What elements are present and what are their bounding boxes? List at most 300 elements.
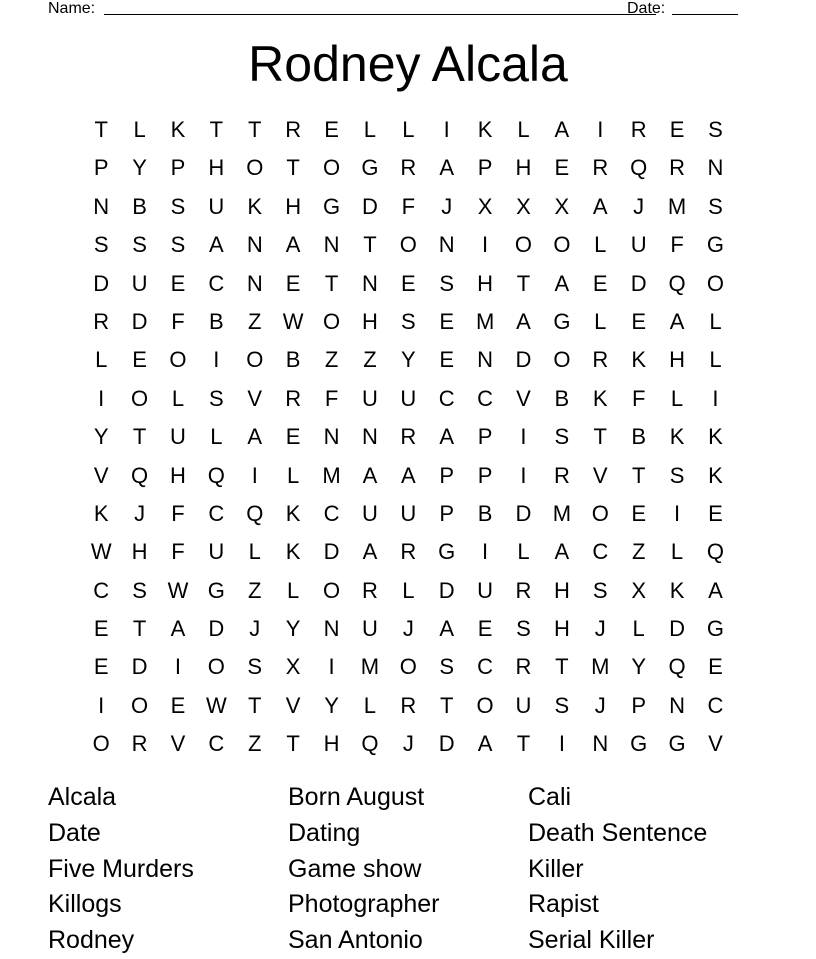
grid-letter: G xyxy=(438,539,456,565)
grid-letter: W xyxy=(282,308,304,334)
grid-letter: M xyxy=(475,308,495,334)
grid-letter: U xyxy=(400,500,417,526)
grid-letter: J xyxy=(633,193,645,219)
grid-letter: A xyxy=(477,731,493,757)
grid-letter: K xyxy=(247,193,263,219)
letter-grid xyxy=(82,111,736,764)
grid-letter: Q xyxy=(131,462,149,488)
grid-letter: L xyxy=(402,577,415,603)
grid-letter: E xyxy=(631,500,646,526)
grid-row xyxy=(82,495,736,533)
grid-letter: K xyxy=(669,577,685,603)
grid-letter: R xyxy=(400,424,417,450)
grid-letter: U xyxy=(208,539,225,565)
grid-letter: Z xyxy=(631,539,646,565)
grid-letter: D xyxy=(93,270,110,296)
grid-letter: A xyxy=(247,424,263,450)
grid-letter: P xyxy=(439,500,455,526)
grid-letter: T xyxy=(439,692,454,718)
grid-letter: G xyxy=(553,308,571,334)
grid-letter: O xyxy=(399,232,417,258)
grid-letter: M xyxy=(322,462,341,488)
grid-letter: E xyxy=(285,270,301,296)
grid-letter: S xyxy=(439,270,455,296)
grid-row xyxy=(82,265,736,303)
grid-row xyxy=(82,226,736,264)
grid-letter: T xyxy=(132,424,147,450)
grid-letter: Y xyxy=(631,654,646,680)
grid-letter: O xyxy=(514,232,533,258)
grid-letter: T xyxy=(209,117,224,142)
grid-letter: M xyxy=(667,193,687,219)
grid-letter: A xyxy=(516,308,531,334)
grid-letter: O xyxy=(131,385,149,411)
grid-letter: H xyxy=(515,155,532,181)
grid-letter: S xyxy=(132,232,147,258)
grid-letter: H xyxy=(361,308,378,334)
grid-letter: K xyxy=(285,539,301,565)
grid-letter: R xyxy=(285,385,302,411)
grid-letter: R xyxy=(592,155,609,181)
grid-letter: N xyxy=(93,193,110,219)
grid-letter: J xyxy=(402,731,414,757)
grid-letter: Q xyxy=(706,539,724,565)
grid-letter: B xyxy=(477,500,493,526)
grid-letter: G xyxy=(322,193,341,219)
grid-letter: N xyxy=(592,731,609,757)
grid-letter: L xyxy=(632,616,645,642)
grid-letter: S xyxy=(170,232,186,258)
grid-letter: G xyxy=(361,155,379,181)
grid-letter: S xyxy=(554,692,570,718)
grid-letter: O xyxy=(591,500,609,526)
grid-letter: S xyxy=(554,424,570,450)
grid-letter: P xyxy=(170,155,186,181)
grid-row xyxy=(82,457,736,495)
grid-letter: L xyxy=(670,385,684,411)
grid-letter: O xyxy=(553,347,571,373)
grid-row xyxy=(82,380,736,418)
grid-letter: A xyxy=(362,462,378,488)
grid-row xyxy=(82,418,736,456)
grid-letter: A xyxy=(592,193,608,219)
grid-letter: P xyxy=(631,692,646,718)
grid-letter: I xyxy=(98,692,105,718)
grid-letter: F xyxy=(171,539,185,565)
grid-letter: S xyxy=(516,616,531,642)
grid-row xyxy=(82,533,736,571)
grid-letter: A xyxy=(362,539,378,565)
grid-letter: F xyxy=(670,232,684,258)
grid-letter: C xyxy=(323,500,340,526)
grid-letter: L xyxy=(133,117,146,142)
grid-letter: Y xyxy=(132,155,147,181)
grid-letter: J xyxy=(441,193,453,219)
page-title: Rodney Alcala xyxy=(248,36,568,92)
word-item: Alcala xyxy=(48,783,117,811)
grid-letter: M xyxy=(591,654,610,680)
grid-letter: I xyxy=(251,462,258,488)
grid-letter: R xyxy=(592,347,609,373)
grid-letter: L xyxy=(670,539,684,565)
grid-letter: O xyxy=(706,270,724,296)
grid-letter: R xyxy=(630,117,647,142)
grid-row xyxy=(82,687,736,725)
grid-letter: X xyxy=(285,654,301,680)
grid-letter: I xyxy=(520,424,527,450)
grid-letter: E xyxy=(400,270,416,296)
grid-letter: M xyxy=(360,654,380,680)
grid-letter: Z xyxy=(248,308,262,334)
grid-letter: W xyxy=(167,577,189,603)
grid-letter: E xyxy=(439,308,455,334)
word-row xyxy=(48,780,768,816)
grid-letter: L xyxy=(402,117,415,142)
grid-letter: I xyxy=(520,462,527,488)
grid-letter: E xyxy=(93,654,109,680)
grid-letter: D xyxy=(131,308,148,334)
grid-letter: R xyxy=(400,155,417,181)
word-item: Photographer xyxy=(288,890,440,919)
grid-letter: V xyxy=(170,731,186,757)
grid-letter: S xyxy=(400,308,416,334)
grid-letter: L xyxy=(517,539,530,565)
grid-letter: Q xyxy=(630,155,648,181)
grid-letter: D xyxy=(515,347,532,373)
grid-letter: Q xyxy=(246,500,264,526)
grid-letter: H xyxy=(131,539,148,565)
grid-letter: K xyxy=(669,424,685,450)
grid-letter: U xyxy=(170,424,186,450)
grid-letter: D xyxy=(361,193,378,219)
word-item: Rapist xyxy=(528,890,599,919)
grid-letter: H xyxy=(323,731,340,757)
word-row xyxy=(48,852,768,888)
grid-letter: S xyxy=(170,193,186,219)
grid-letter: V xyxy=(93,462,109,488)
grid-letter: N xyxy=(438,232,455,258)
word-item: San Antonio xyxy=(288,926,423,955)
word-item: Serial Killer xyxy=(528,926,655,955)
grid-letter: H xyxy=(553,577,570,603)
grid-letter: E xyxy=(324,117,339,142)
name-blank-line xyxy=(104,14,656,15)
grid-letter: O xyxy=(476,692,494,718)
grid-letter: E xyxy=(631,308,646,334)
grid-letter: B xyxy=(132,193,147,219)
grid-letter: A xyxy=(669,308,685,334)
grid-letter: I xyxy=(213,347,220,373)
grid-letter: N xyxy=(477,347,494,373)
grid-letter: F xyxy=(324,385,339,411)
grid-letter: I xyxy=(712,385,719,411)
grid-letter: A xyxy=(170,616,186,642)
word-item: Born August xyxy=(288,783,425,811)
grid-letter: C xyxy=(208,731,225,757)
word-list xyxy=(48,780,768,959)
grid-letter: G xyxy=(706,616,724,642)
grid-letter: F xyxy=(171,500,185,526)
grid-letter: H xyxy=(669,347,685,373)
word-item: Death Sentence xyxy=(528,818,708,847)
grid-letter: A xyxy=(554,539,570,565)
grid-letter: Y xyxy=(400,347,416,373)
grid-letter: G xyxy=(207,577,225,603)
grid-letter: Q xyxy=(668,654,686,680)
grid-letter: P xyxy=(477,462,493,488)
grid-letter: D xyxy=(438,731,455,757)
grid-letter: V xyxy=(516,385,531,411)
word-item: Rodney xyxy=(48,926,135,955)
grid-letter: Q xyxy=(668,270,686,296)
grid-letter: S xyxy=(209,385,224,411)
grid-letter: P xyxy=(93,155,109,181)
grid-letter: Z xyxy=(248,577,262,603)
grid-letter: Y xyxy=(285,616,301,642)
grid-letter: N xyxy=(361,270,378,296)
grid-letter: D xyxy=(438,577,455,603)
grid-letter: S xyxy=(669,462,685,488)
grid-letter: K xyxy=(285,500,301,526)
grid-letter: P xyxy=(477,424,493,450)
grid-letter: O xyxy=(246,155,264,181)
grid-letter: S xyxy=(592,577,608,603)
grid-letter: L xyxy=(363,692,377,718)
grid-letter: E xyxy=(93,616,109,642)
grid-letter: J xyxy=(134,500,146,526)
grid-letter: I xyxy=(174,654,182,680)
grid-letter: R xyxy=(93,308,110,334)
grid-letter: A xyxy=(439,424,455,450)
word-row xyxy=(48,887,768,923)
grid-row xyxy=(82,188,736,226)
grid-letter: L xyxy=(171,385,185,411)
grid-letter: F xyxy=(631,385,646,411)
grid-letter: E xyxy=(554,155,570,181)
grid-letter: N xyxy=(323,616,340,642)
grid-letter: M xyxy=(552,500,572,526)
grid-letter: R xyxy=(400,692,417,718)
grid-letter: L xyxy=(594,232,607,258)
grid-letter: C xyxy=(208,500,225,526)
grid-letter: L xyxy=(248,539,261,565)
grid-letter: C xyxy=(592,539,609,565)
grid-letter: R xyxy=(131,731,148,757)
grid-letter: E xyxy=(708,654,723,680)
grid-letter: T xyxy=(555,654,569,680)
grid-letter: O xyxy=(131,692,149,718)
grid-letter: I xyxy=(558,731,565,757)
grid-letter: O xyxy=(246,347,264,373)
grid-letter: G xyxy=(630,731,648,757)
grid-letter: X xyxy=(516,193,531,219)
grid-letter: E xyxy=(669,117,685,142)
grid-letter: U xyxy=(361,500,378,526)
grid-letter: T xyxy=(248,117,262,142)
grid-letter: S xyxy=(708,193,723,219)
grid-letter: O xyxy=(169,347,187,373)
grid-row xyxy=(82,341,736,379)
grid-letter: Y xyxy=(93,424,109,450)
grid-letter: L xyxy=(363,117,377,142)
grid-letter: U xyxy=(208,193,225,219)
grid-letter: E xyxy=(285,424,301,450)
grid-letter: L xyxy=(287,462,300,488)
grid-letter: A xyxy=(439,155,455,181)
grid-letter: R xyxy=(361,577,378,603)
grid-letter: X xyxy=(631,577,646,603)
header xyxy=(48,0,748,20)
grid-letter: Q xyxy=(207,462,225,488)
grid-letter: K xyxy=(93,500,109,526)
grid-row xyxy=(82,610,736,648)
grid-letter: I xyxy=(482,539,489,565)
grid-letter: W xyxy=(90,539,112,565)
grid-letter: E xyxy=(708,500,723,526)
grid-letter: A xyxy=(554,270,570,296)
word-row xyxy=(48,816,768,852)
grid-letter: O xyxy=(322,308,341,334)
grid-letter: F xyxy=(401,193,416,219)
word-item: Killogs xyxy=(48,890,122,919)
grid-letter: C xyxy=(477,654,494,680)
grid-letter: J xyxy=(594,616,606,642)
grid-letter: L xyxy=(594,308,607,334)
grid-letter: B xyxy=(554,385,570,411)
grid-letter: T xyxy=(286,155,300,181)
grid-letter: I xyxy=(328,654,335,680)
grid-letter: A xyxy=(708,577,723,603)
grid-letter: X xyxy=(477,193,493,219)
word-row xyxy=(48,923,768,959)
grid-letter: R xyxy=(400,539,417,565)
grid-letter: V xyxy=(247,385,263,411)
grid-letter: N xyxy=(361,424,378,450)
grid-letter: L xyxy=(95,347,108,373)
grid-letter: C xyxy=(438,385,455,411)
grid-letter: A xyxy=(209,232,224,258)
grid-letter: K xyxy=(631,347,646,373)
grid-letter: I xyxy=(673,500,681,526)
grid-letter: K xyxy=(708,424,723,450)
grid-row xyxy=(82,111,736,149)
grid-letter: O xyxy=(322,155,341,181)
grid-letter: T xyxy=(631,462,646,488)
grid-letter: O xyxy=(92,731,110,757)
grid-letter: Z xyxy=(363,347,377,373)
word-item: Game show xyxy=(288,854,422,883)
grid-letter: F xyxy=(171,308,185,334)
grid-row xyxy=(82,149,736,187)
grid-letter: W xyxy=(205,692,227,718)
grid-letter: J xyxy=(249,616,261,642)
grid-letter: N xyxy=(323,424,340,450)
grid-letter: D xyxy=(669,616,685,642)
grid-letter: U xyxy=(361,385,378,411)
grid-letter: G xyxy=(668,731,686,757)
grid-letter: O xyxy=(322,577,341,603)
grid-letter: V xyxy=(708,731,723,757)
grid-letter: H xyxy=(170,462,186,488)
grid-letter: C xyxy=(477,385,494,411)
grid-letter: B xyxy=(209,308,224,334)
grid-letter: A xyxy=(554,117,570,142)
name-label: Name: xyxy=(48,0,96,17)
grid-letter: T xyxy=(286,731,300,757)
grid-letter: K xyxy=(708,462,723,488)
grid-letter: D xyxy=(208,616,225,642)
grid-letter: B xyxy=(285,347,301,373)
grid-letter: N xyxy=(707,155,724,181)
grid-letter: V xyxy=(285,692,301,718)
grid-letter: R xyxy=(553,462,570,488)
grid-letter: U xyxy=(515,692,532,718)
grid-letter: H xyxy=(553,616,570,642)
grid-letter: E xyxy=(477,616,493,642)
grid-letter: Z xyxy=(248,731,262,757)
grid-letter: T xyxy=(593,424,607,450)
word-item: Five Murders xyxy=(48,854,194,883)
grid-letter: K xyxy=(592,385,608,411)
date-label: Date: xyxy=(627,0,666,17)
grid-letter: A xyxy=(439,616,455,642)
grid-letter: I xyxy=(482,232,489,258)
grid-letter: B xyxy=(631,424,646,450)
grid-letter: E xyxy=(170,270,186,296)
grid-letter: H xyxy=(285,193,302,219)
grid-letter: T xyxy=(248,692,262,718)
grid-letter: N xyxy=(246,270,263,296)
grid-letter: L xyxy=(709,347,722,373)
grid-letter: S xyxy=(439,654,455,680)
grid-letter: U xyxy=(361,616,378,642)
grid-letter: S xyxy=(708,117,723,142)
grid-letter: S xyxy=(132,577,147,603)
grid-letter: H xyxy=(208,155,225,181)
grid-letter: G xyxy=(706,232,724,258)
grid-letter: A xyxy=(285,232,301,258)
word-item: Dating xyxy=(288,818,361,847)
grid-letter: C xyxy=(208,270,225,296)
grid-letter: V xyxy=(592,462,608,488)
grid-letter: O xyxy=(399,654,417,680)
grid-letter: T xyxy=(516,270,531,296)
grid-letter: C xyxy=(93,577,110,603)
grid-letter: N xyxy=(323,232,340,258)
grid-letter: N xyxy=(669,692,685,718)
grid-letter: R xyxy=(515,577,532,603)
grid-letter: C xyxy=(707,692,724,718)
grid-letter: L xyxy=(210,424,223,450)
word-item: Date xyxy=(48,818,101,847)
grid-row xyxy=(82,648,736,686)
grid-letter: O xyxy=(207,654,225,680)
grid-letter: A xyxy=(400,462,416,488)
grid-letter: L xyxy=(709,308,722,334)
grid-letter: Z xyxy=(324,347,339,373)
grid-letter: P xyxy=(439,462,455,488)
grid-letter: H xyxy=(477,270,494,296)
grid-letter: U xyxy=(477,577,494,603)
grid-letter: R xyxy=(285,117,302,142)
grid-letter: K xyxy=(477,117,493,142)
grid-letter: U xyxy=(630,232,647,258)
grid-letter: I xyxy=(597,117,604,142)
grid-letter: N xyxy=(246,232,263,258)
grid-letter: J xyxy=(594,692,606,718)
grid-letter: Q xyxy=(361,731,379,757)
grid-letter: D xyxy=(323,539,340,565)
